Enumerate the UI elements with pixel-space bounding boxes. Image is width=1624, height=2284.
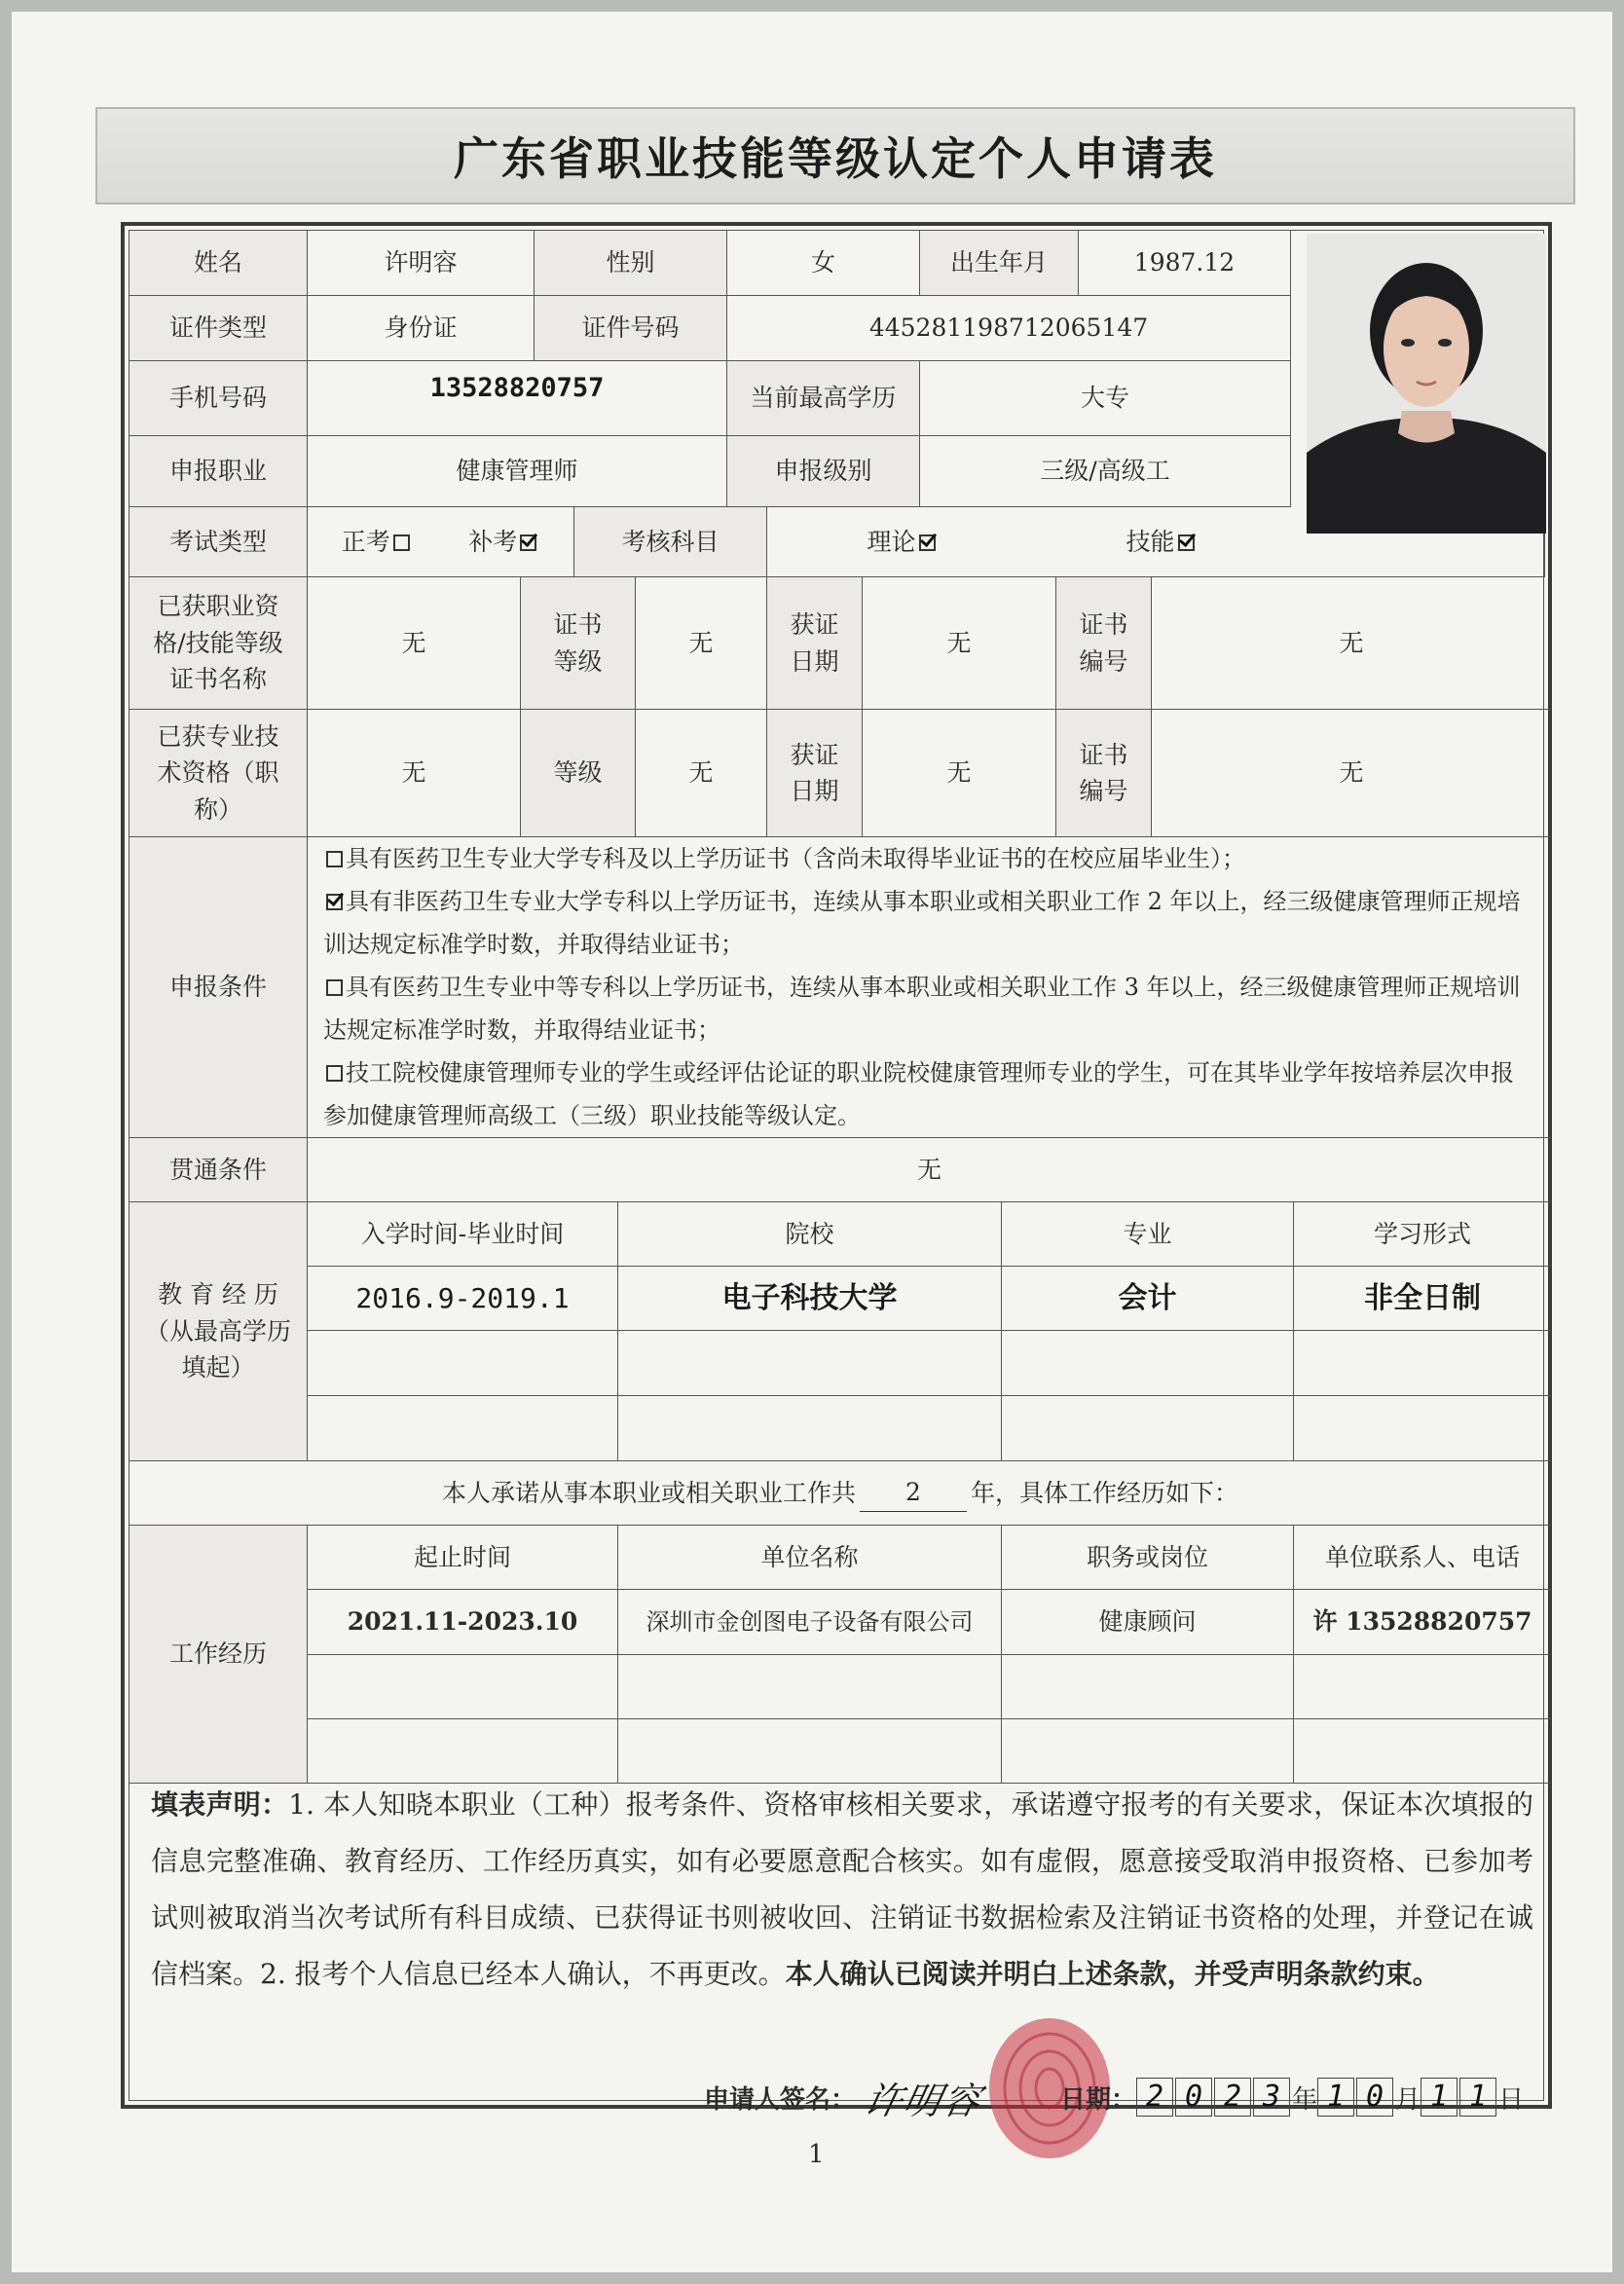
application-form <box>121 222 1552 2122</box>
edu-row3-period <box>308 1396 618 1461</box>
cert2-label: 已获专业技术资格（职称） <box>129 710 308 837</box>
portrait-image <box>1307 234 1546 534</box>
edu-row3-school <box>618 1396 1002 1461</box>
day-digit-1[interactable]: 1 <box>1421 2078 1458 2117</box>
subject-theory[interactable]: 理论 <box>867 524 938 561</box>
theory-checkbox[interactable] <box>919 534 936 551</box>
month-digit-2[interactable]: 0 <box>1356 2078 1393 2117</box>
work-row3-employer <box>618 1719 1002 1784</box>
work-row3-position <box>1002 1719 1294 1784</box>
page-number: 1 <box>808 2140 825 2169</box>
date-month-boxes <box>1317 2078 1395 2117</box>
date-day-boxes <box>1421 2078 1498 2117</box>
edu-header-major: 专业 <box>1002 1202 1294 1267</box>
cert2-grade: 无 <box>636 710 767 837</box>
cert2-date: 无 <box>863 710 1056 837</box>
work-header-employer: 单位名称 <box>618 1526 1002 1590</box>
declaration-text <box>151 1777 1533 2003</box>
id-number-label: 证件号码 <box>535 296 727 361</box>
application-page <box>12 12 1612 2272</box>
gender-label: 性别 <box>535 231 727 296</box>
work-row2-employer <box>618 1655 1002 1719</box>
level-value: 三级/高级工 <box>920 436 1291 507</box>
day-unit: 日 <box>1498 2084 1525 2115</box>
year-digit-3[interactable]: 2 <box>1214 2078 1251 2117</box>
exam-type-regular[interactable]: 正考 <box>342 524 413 561</box>
phone-label: 手机号码 <box>129 361 308 436</box>
exam-type-label: 考试类型 <box>129 507 308 577</box>
makeup-checkbox[interactable] <box>520 534 536 551</box>
edu-row2-mode <box>1294 1331 1551 1396</box>
form-grid <box>129 230 1544 2122</box>
year-digit-1[interactable]: 2 <box>1136 2078 1173 2117</box>
work-row2-period <box>308 1655 618 1719</box>
year-digit-2[interactable]: 0 <box>1175 2078 1212 2117</box>
work-promise: 本人承诺从事本职业或相关职业工作共 2 年，具体工作经历如下： <box>129 1461 1551 1526</box>
condition-1-checkbox[interactable] <box>326 851 343 867</box>
date-year-boxes <box>1136 2078 1292 2117</box>
declaration-emphasis: 本人确认已阅读并明白上述条款，并受声明条款约束。 <box>785 1958 1440 1990</box>
edu-row3-major <box>1002 1396 1294 1461</box>
form-title: 广东省职业技能等级认定个人申请表 <box>95 107 1575 204</box>
occupation-label: 申报职业 <box>129 436 308 507</box>
condition-3-checkbox[interactable] <box>326 979 343 996</box>
signature-label: 申请人签名： <box>704 2084 857 2115</box>
work-header-contact: 单位联系人、电话 <box>1294 1526 1551 1590</box>
signature-row <box>704 2071 1541 2123</box>
month-unit: 月 <box>1395 2084 1421 2115</box>
condition-item-2: 具有非医药卫生专业大学专科以上学历证书，连续从事本职业或相关职业工作 2 年以上，经三级健康管理师正规培训达规定标准学时数，并取得结业证书； <box>323 888 1521 958</box>
cert1-date: 无 <box>863 577 1056 710</box>
applicant-photo <box>1307 234 1546 534</box>
month-digit-1[interactable]: 1 <box>1317 2078 1354 2117</box>
cert1-grade: 无 <box>636 577 767 710</box>
work-row1-employer: 深圳市金创图电子设备有限公司 <box>618 1590 1002 1655</box>
birth-label: 出生年月 <box>920 231 1079 296</box>
through-label: 贯通条件 <box>129 1138 308 1202</box>
edu-row2-school <box>618 1331 1002 1396</box>
year-unit: 年 <box>1292 2084 1318 2115</box>
occupation-value: 健康管理师 <box>308 436 727 507</box>
subject-skill[interactable]: 技能 <box>1126 524 1197 561</box>
edu-header-period: 入学时间-毕业时间 <box>308 1202 618 1267</box>
edu-row1-mode: 非全日制 <box>1294 1267 1551 1331</box>
edu-row3-mode <box>1294 1396 1551 1461</box>
condition-item-3: 具有医药卫生专业中等专科以上学历证书，连续从事本职业或相关职业工作 3 年以上，经三级健康管理师正规培训达规定标准学时数，并取得结业证书； <box>323 974 1521 1044</box>
conditions-list <box>308 837 1551 1138</box>
id-type-value: 身份证 <box>308 296 535 361</box>
edu-row2-major <box>1002 1331 1294 1396</box>
work-row2-position <box>1002 1655 1294 1719</box>
declaration-body: 1. 本人知晓本职业（工种）报考条件、资格审核相关要求，承诺遵守报考的有关要求，保证本次填报的信息完整准确、教育经历、工作经历真实，如有必要愿意配合核实。如有虚假，愿意接受取消申报资格、已参加考试则被取消当次考试所有科目成绩、已获得证书则被收回、注销证书数据检索及注销证书资格的处理，并登记在诚信档案。2. 报考个人信息已经本人确认，不再更改。 <box>151 1788 1533 1990</box>
date-label: 日期： <box>1060 2084 1137 2115</box>
work-row1-period: 2021.11-2023.10 <box>308 1590 618 1655</box>
conditions-label: 申报条件 <box>129 837 308 1138</box>
work-row1-position: 健康顾问 <box>1002 1590 1294 1655</box>
id-type-label: 证件类型 <box>129 296 308 361</box>
gender-value: 女 <box>727 231 920 296</box>
edu-row2-period <box>308 1331 618 1396</box>
subjects-label: 考核科目 <box>574 507 767 577</box>
birth-value: 1987.12 <box>1079 231 1291 296</box>
education-label: 教 育 经 历（从最高学历填起） <box>129 1202 308 1461</box>
cert2-date-label: 获证日期 <box>767 710 863 837</box>
work-row3-contact <box>1294 1719 1551 1784</box>
edu-header-school: 院校 <box>618 1202 1002 1267</box>
education-level-value: 大专 <box>920 361 1291 436</box>
declaration-heading: 填表声明： <box>151 1788 289 1821</box>
through-value: 无 <box>308 1138 1551 1202</box>
cert1-grade-label: 证书等级 <box>521 577 636 710</box>
work-row2-contact <box>1294 1655 1551 1719</box>
cert2-number-label: 证书编号 <box>1056 710 1152 837</box>
edu-header-mode: 学习形式 <box>1294 1202 1551 1267</box>
work-label: 工作经历 <box>129 1526 308 1784</box>
cert1-label: 已获职业资格/技能等级证书名称 <box>129 577 308 710</box>
cert1-name: 无 <box>308 577 521 710</box>
work-header-period: 起止时间 <box>308 1526 618 1590</box>
name-value: 许明容 <box>308 231 535 296</box>
condition-2-checkbox[interactable] <box>326 894 343 910</box>
id-number-value: 445281198712065147 <box>727 296 1291 361</box>
applicant-signature: 许明容 <box>860 2079 986 2122</box>
work-years: 2 <box>860 1474 967 1512</box>
cert2-grade-label: 等级 <box>521 710 636 837</box>
day-digit-2[interactable]: 1 <box>1459 2078 1496 2117</box>
condition-item-1: 具有医药卫生专业大学专科及以上学历证书（含尚未取得毕业证书的在校应届毕业生）； <box>323 837 1245 880</box>
education-level-label: 当前最高学历 <box>727 361 920 436</box>
cert1-date-label: 获证日期 <box>767 577 863 710</box>
regular-checkbox[interactable] <box>393 534 410 551</box>
level-label: 申报级别 <box>727 436 920 507</box>
work-row1-contact: 许 13528820757 <box>1294 1590 1551 1655</box>
phone-value: 13528820757 <box>308 361 727 436</box>
condition-4-checkbox[interactable] <box>326 1065 343 1082</box>
edu-row1-school: 电子科技大学 <box>618 1267 1002 1331</box>
work-header-position: 职务或岗位 <box>1002 1526 1294 1590</box>
edu-row1-period: 2016.9-2019.1 <box>308 1267 618 1331</box>
exam-type-options <box>308 507 574 577</box>
work-row3-period <box>308 1719 618 1784</box>
cert2-number: 无 <box>1152 710 1551 837</box>
cert2-name: 无 <box>308 710 521 837</box>
condition-item-4: 技工院校健康管理师专业的学生或经评估论证的职业院校健康管理师专业的学生，可在其毕业学年按培养层次申报参加健康管理师高级工（三级）职业技能等级认定。 <box>323 1059 1514 1129</box>
edu-row1-major: 会计 <box>1002 1267 1294 1331</box>
cert1-number-label: 证书编号 <box>1056 577 1152 710</box>
name-label: 姓名 <box>129 231 308 296</box>
skill-checkbox[interactable] <box>1178 534 1195 551</box>
year-digit-4[interactable]: 3 <box>1253 2078 1290 2117</box>
exam-type-makeup[interactable]: 补考 <box>468 524 539 561</box>
cert1-number: 无 <box>1152 577 1551 710</box>
